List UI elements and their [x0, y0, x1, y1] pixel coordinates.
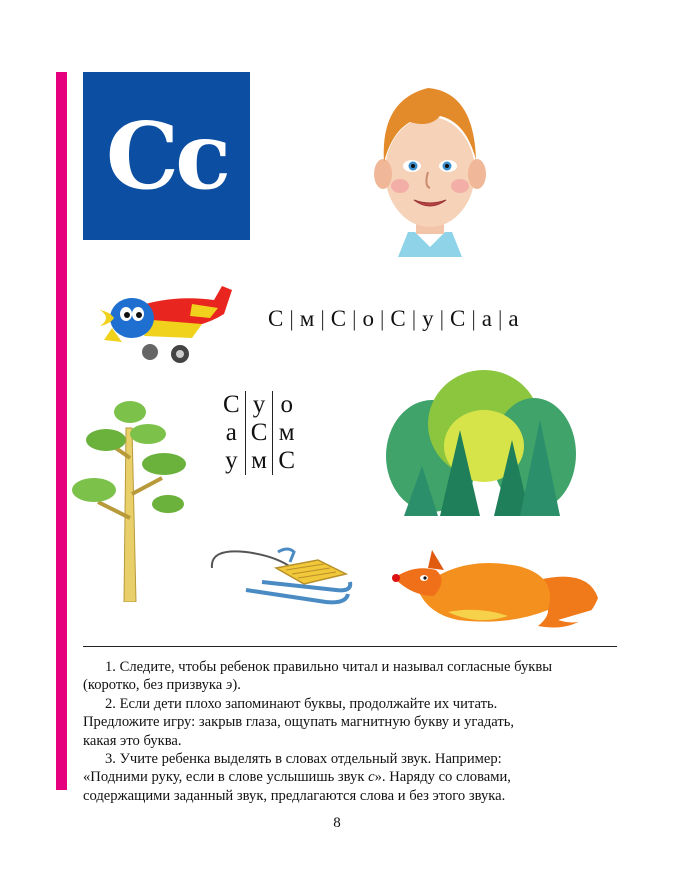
note-2: 2. Если дети плохо запоминают буквы, продолжайте их читать. [105, 695, 498, 712]
note-3-cont: «Подними руку, если в слове услышишь звук с». Наряду со словами, [83, 769, 511, 786]
grid-cell: м [245, 447, 273, 475]
letter-cell: у [422, 306, 434, 331]
section-divider [83, 646, 617, 647]
sled-icon [206, 538, 356, 618]
pine-tree-icon [70, 398, 192, 602]
grid-cell: у [245, 391, 273, 419]
letter-row: С | м | С | о | С | у | С | а | а [262, 306, 525, 332]
letter-cell: о [362, 306, 374, 331]
boy-face-icon [370, 82, 490, 257]
note-2-cont: Предложите игру: закрыв глаза, ощупать магнитную букву и угадать, [83, 714, 515, 731]
grid-cell: о [273, 391, 300, 419]
grid-cell: м [273, 419, 300, 447]
note-3-cont: содержащими заданный звук, предлагаются слова и без этого звука. [83, 787, 506, 804]
letter-badge [83, 72, 250, 240]
letter-cell: а [481, 306, 492, 331]
airplane-icon [92, 280, 234, 370]
teacher-notes [83, 658, 617, 805]
grid-cell: С [223, 391, 240, 418]
grid-row [218, 391, 300, 419]
letter-cell: С [330, 306, 347, 331]
note-2-cont: какая это буква. [83, 732, 182, 749]
fox-icon [388, 540, 604, 638]
forest-icon [384, 366, 578, 518]
grid-cell: С [245, 419, 273, 447]
grid-cell: С [273, 447, 300, 475]
letter-cell: С [390, 306, 406, 331]
page-number: 8 [333, 815, 341, 831]
letter-cell: С [268, 306, 284, 331]
letter-cell: м [299, 306, 315, 331]
letter-grid [218, 391, 300, 475]
grid-row [218, 447, 300, 475]
letter-title: Сс [105, 102, 228, 210]
note-1-cont: (коротко, без призвука э). [83, 677, 241, 694]
note-1: 1. Следите, чтобы ребенок правильно читал и называл согласные буквы [105, 659, 553, 675]
grid-row [218, 419, 300, 447]
grid-cell: а [225, 419, 237, 446]
letter-cell: С [450, 306, 466, 331]
note-3: 3. Учите ребенка выделять в словах отдельный звук. Например: [105, 751, 502, 768]
grid-cell: у [225, 447, 238, 474]
letter-cell: а [508, 306, 519, 331]
left-accent-stripe [56, 72, 67, 790]
